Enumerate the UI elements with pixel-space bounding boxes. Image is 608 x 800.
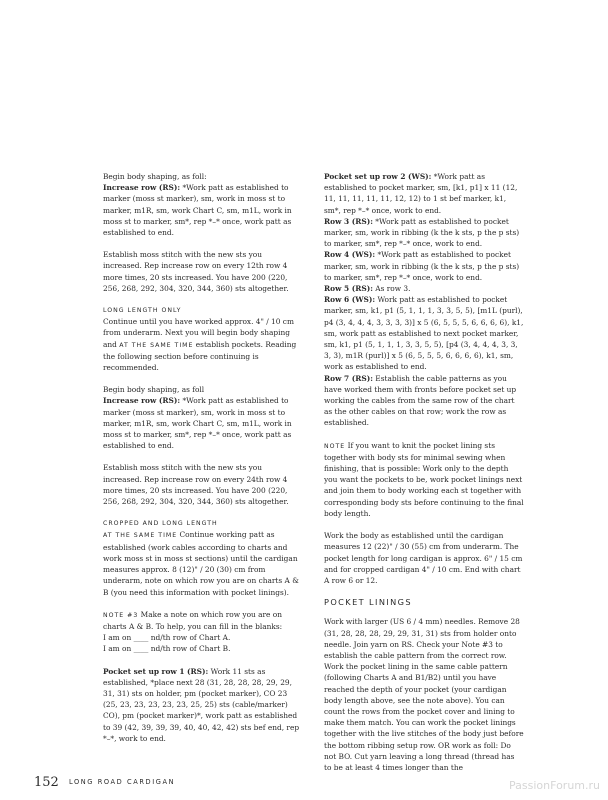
pocket-setup-row-1-label: Pocket set up row 1 (RS): (103, 666, 209, 676)
pocket-setup-row-1 (103, 666, 303, 744)
pocket-linings-heading: POCKET LININGS (324, 597, 413, 608)
left-column (103, 171, 303, 755)
row-5-label: Row 5 (RS): (324, 284, 373, 294)
note-label: NOTE (324, 442, 346, 450)
row-7-text: Establish the cable patterns as you have worked them with fronts before pocket set up working the cables from the same row of the chart as the other cables on that row; work the row as established. (324, 373, 517, 428)
same-time-caps: AT THE SAME TIME (119, 341, 194, 349)
pocket-setup-row-1-text: Work 11 sts as established, *place next 28 (31, 28, 28, 28, 29, 29, 31, 31) sts on holder, pm (pocket marker), CO 23 (25, 23, 23, 23, 23, 23, 25, 25) sts (cable/marker) CO), pm (pocket marker)*, work patt as established to 39 (42, 39, 39, 39, 40, 40, 42, 42) sts bef end, rep *–*, work to end. (103, 666, 300, 743)
page-footer (34, 775, 175, 790)
increase-row-label: Increase row (RS): (103, 183, 181, 193)
pattern-title: LONG ROAD CARDIGAN (68, 778, 176, 786)
row-4-text: *Work patt as established to pocket marker, sm, work in ribbing (k the k sts, p the p sts) to marker, sm*, rep *–* once, work to end. (324, 250, 520, 282)
row-5-text: As row 3. (375, 284, 411, 294)
cropped-long-heading: CROPPED AND LONG LENGTH (103, 520, 218, 528)
page-number: 152 (34, 775, 59, 790)
row-6-text: Work patt as established to pocket marker, sm, k1, p1 (5, 1, 1, 1, 3, 3, 5, 5), [m1L (purl), p4 (3, 4, 4, 4, 3, 3, 3, 3)] x 5 (6, 5, 5, 5, 6, 6, 6, 6), k1, sm, work patt as established to next pocket marker, sm, k1, p1 (5, 1, 1, 1, 3, 3, 5, 5), [p4 (3, 4, 4, 4, 3, 3, 3, 3), m1R (purl)] x 5 (6, 5, 5, 5, 6, 6, 6, 6), k1, sm, work as established to end. (324, 295, 524, 372)
note-text: If you want to knit the pocket lining sts together with body sts for minimal sewing when finishing, that is possible: Work only to the depth you want the pockets to be, work pocket linings next and join them to body working each st together with corresponding body sts before continuing to the final body length. (324, 440, 524, 518)
knit-together-note (324, 440, 524, 519)
row-4-label: Row 4 (WS): (324, 250, 376, 260)
cropped-long-text: Continue working patt as established (work cables according to charts and work moss st in moss st sections) until the cardigan measures approx. 8 (12)" / 20 (30) cm from underarm, note on which row you are on charts A & B (you need this information with pocket linings). (103, 530, 299, 597)
watermark: PassionForum.ru (509, 779, 600, 792)
note-3-text: Make a note on which row you are on charts A & B. To help, you can fill in the blanks: (103, 609, 283, 631)
right-column (324, 171, 524, 784)
cropped-long-paragraph (103, 518, 303, 597)
row-6-label: Row 6 (WS): (324, 295, 376, 305)
note-3-paragraph (103, 609, 303, 655)
body-shaping-paragraph-2 (103, 384, 303, 451)
long-length-paragraph (103, 305, 303, 373)
row-2-text: *Work patt as established to pocket marker, sm, [k1, p1] x 11 (12, 11, 11, 11, 11, 11, 12, 12) to 1 st bef marker, k1, sm*, rep *–* once, work to end. (324, 172, 518, 215)
moss-stitch-paragraph-2: Establish moss stitch with the new sts you increased. Rep increase row on every 24th row 4 more times, 20 sts increased. You have 200 (220, 256, 268, 292, 304, 320, 344, 360) sts altogether. (103, 463, 289, 507)
row-2-label: Pocket set up row 2 (WS): (324, 172, 432, 181)
body-shaping-paragraph (103, 171, 303, 238)
body-shaping-intro: Begin body shaping, as foll: (103, 172, 207, 181)
moss-stitch-paragraph: Establish moss stitch with the new sts you increased. Rep increase row on every 12th row 4 more times, 20 sts increased. You have 200 (220, 256, 268, 292, 304, 320, 344, 360) sts altogether. (103, 250, 289, 293)
pocket-rows (324, 171, 524, 429)
increase-row-label-2: Increase row (RS): (103, 396, 181, 406)
row-3-label: Row 3 (RS): (324, 216, 373, 226)
note-3-label: NOTE #3 (103, 611, 139, 619)
row-7-label: Row 7 (RS): (324, 373, 373, 383)
chart-a-blank: I am on ____ nd/th row of Chart A. (103, 633, 231, 643)
long-length-text-1: Continue until you have worked approx. 4" / 10 cm from underarm. Next you will begin body shaping and (103, 317, 294, 349)
pocket-linings-paragraph: Work with larger (US 6 / 4 mm) needles. Remove 28 (31, 28, 28, 28, 29, 29, 31, 31) sts from holder onto needle. Join yarn on RS. Check your Note #3 to establish the cable pattern from the correct row. Work the pocket lining in the same cable pattern (following Charts A and B1/B2) until you have reached the depth of your pocket (your cardigan body length above, see the note above). You can count the rows from the pocket cover and lining to make them match. You can work the pocket linings together with the live stitches of the body just before the bottom ribbing setup row. OR work as foll: Do not BO. Cut yarn leaving a long thread (thread has to be at least 4 times longer than the (324, 617, 524, 772)
long-length-heading: LONG LENGTH ONLY (103, 307, 182, 315)
body-shaping-intro-2: Begin body shaping, as foll (103, 385, 205, 395)
long-length-text-2: establish pockets. Reading the following section before continuing is recommended. (103, 339, 297, 373)
increase-row-text-2: *Work patt as established to marker (moss st marker), sm, work in moss st to marker, m1R, sm, work Chart C, sm, m1L, work in moss st to marker, sm*, rep *–* once, work patt as established to end. (103, 396, 292, 451)
row-3-text: *Work patt as established to pocket marker, sm, work in ribbing (k the k sts, p the p sts) to marker, sm*, rep *–* once, work to end. (324, 216, 520, 249)
body-length-paragraph: Work the body as established until the cardigan measures 12 (22)" / 30 (55) cm from underarm. The pocket length for long cardigan is approx. 6" / 15 cm and for cropped cardigan 4" / 10 cm. End with chart A row 6 or 12. (324, 531, 523, 585)
chart-b-blank: I am on ____ nd/th row of Chart B. (103, 644, 231, 654)
same-time-caps-2: AT THE SAME TIME (103, 532, 178, 540)
increase-row-text: *Work patt as established to marker (moss st marker), sm, work in moss st to marker, m1R, sm, work Chart C, sm, m1L, work in moss st to marker, sm*, rep *–* once, work patt as established to end. (103, 183, 292, 238)
